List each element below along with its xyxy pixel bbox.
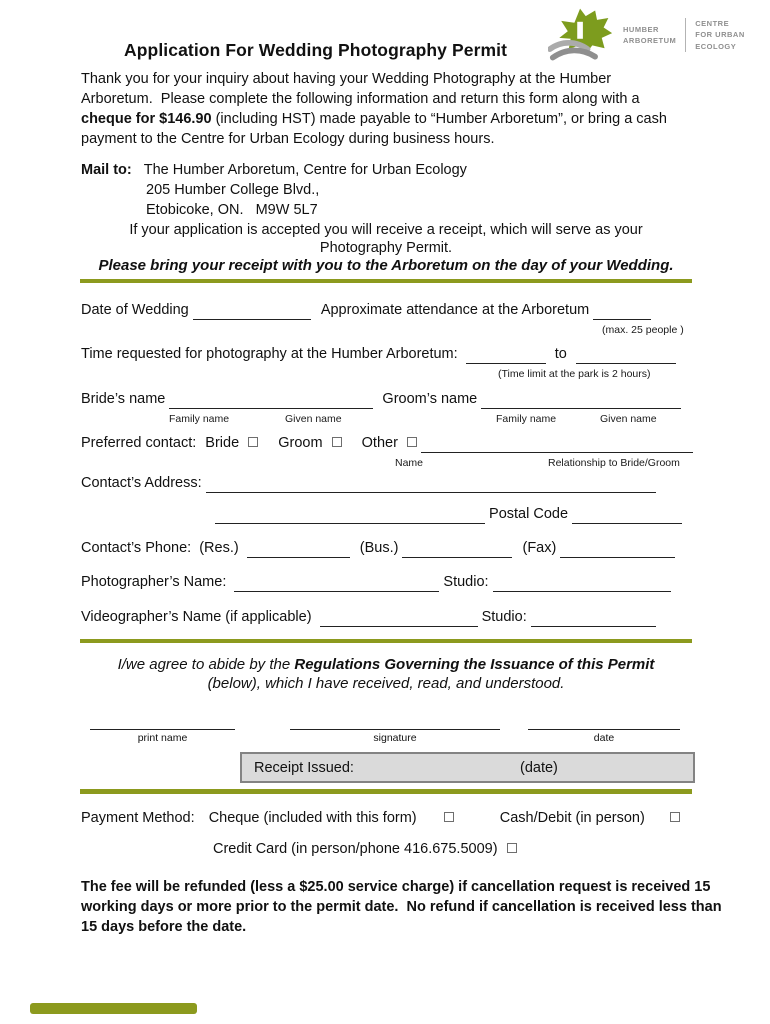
bride-name-field[interactable] <box>169 392 373 409</box>
agreement-regulations-title: Regulations Governing the Issuance of this Permit <box>294 656 655 673</box>
groom-checkbox[interactable] <box>332 437 342 447</box>
refund-policy: The fee will be refunded (less a $25.00 service charge) if cancellation request is received 15 working days or more prior to the permit date. No refund if cancellation is received less than 15 days before the date. <box>81 879 726 935</box>
intro-cheque-amount: cheque for $146.90 <box>81 111 212 127</box>
logo-org-line2: ARBORETUM <box>623 36 677 45</box>
date-label: date <box>593 732 615 744</box>
date-line[interactable] <box>528 714 680 730</box>
bottom-accent-bar <box>30 1003 197 1014</box>
contact-phone-row <box>81 538 699 576</box>
humber-arboretum-logo <box>548 6 745 64</box>
agreement-text-1: I/we agree to abide by the <box>117 656 295 673</box>
cash-debit-option-label: Cash/Debit (in person) <box>499 810 645 826</box>
intro-paragraph <box>81 69 673 149</box>
groom-option-label: Groom <box>278 435 323 451</box>
phone-res-field[interactable] <box>247 541 350 558</box>
other-option-label: Other <box>361 435 398 451</box>
section-divider-3 <box>80 789 692 794</box>
groom-family-name-hint: Family name <box>496 413 557 425</box>
logo-centre-line2: FOR URBAN <box>695 30 745 40</box>
photographer-studio-label: Studio: <box>443 574 489 590</box>
attendance-hint: (max. 25 people ) <box>602 324 684 336</box>
mail-to-block <box>81 160 467 220</box>
logo-org-line1: HUMBER <box>623 24 659 34</box>
bride-family-name-hint: Family name <box>169 413 230 425</box>
videographer-studio-field[interactable] <box>531 610 656 627</box>
attendance-label: Approximate attendance at the Arboretum <box>320 302 590 318</box>
print-name-label: print name <box>137 732 188 744</box>
time-from-field[interactable] <box>466 347 546 364</box>
date-group <box>528 714 680 744</box>
other-contact-field[interactable] <box>421 436 693 453</box>
receipt-date-label: (date) <box>520 760 558 776</box>
bride-given-name-hint: Given name <box>285 413 342 425</box>
credit-card-option-label: Credit Card (in person/phone 416.675.5009) <box>213 841 498 857</box>
receipt-note-line2: Photography Permit. <box>319 240 453 256</box>
photographer-name-field[interactable] <box>234 575 439 592</box>
phone-fax-field[interactable] <box>560 541 675 558</box>
cash-debit-checkbox[interactable] <box>670 812 680 822</box>
receipt-note <box>80 221 692 257</box>
section-divider-2 <box>80 639 692 643</box>
date-attendance-row <box>81 300 699 338</box>
preferred-contact-label: Preferred contact: <box>81 435 197 451</box>
date-of-wedding-field[interactable] <box>193 303 311 320</box>
logo-centre-line1: CENTRE <box>695 19 730 29</box>
payment-method-label: Payment Method: <box>81 810 195 826</box>
contact-phone-label: Contact’s Phone: <box>81 540 192 556</box>
relationship-hint: Relationship to Bride/Groom <box>548 457 680 469</box>
attendance-field[interactable] <box>593 303 651 320</box>
signature-label: signature <box>373 732 417 744</box>
videographer-studio-label: Studio: <box>481 609 527 625</box>
receipt-note-line1: If your application is accepted you will receive a receipt, which will serve as your <box>129 222 643 238</box>
postal-code-row <box>81 504 699 542</box>
intro-text-2: (including HST) made payable to “Humber Arboretum”, or bring a cash payment to the Centre for Urban Ecology during business hours. <box>81 111 671 147</box>
mail-to-line2: 205 Humber College Blvd., <box>146 182 320 198</box>
receipt-issued-label: Receipt Issued: <box>254 760 354 776</box>
time-limit-hint: (Time limit at the park is 2 hours) <box>498 368 651 380</box>
logo-centre-name <box>695 18 745 52</box>
logo-divider <box>685 18 686 52</box>
phone-res-label: (Res.) <box>199 540 239 556</box>
time-requested-label: Time requested for photography at the Humber Arboretum: <box>81 346 458 362</box>
phone-bus-field[interactable] <box>402 541 512 558</box>
credit-card-checkbox[interactable] <box>507 843 517 853</box>
address-field-2[interactable] <box>215 507 485 524</box>
bring-receipt-notice: Please bring your receipt with you to the Arboretum on the day of your Wedding. <box>98 257 674 274</box>
videographer-name-label: Videographer’s Name (if applicable) <box>81 609 312 625</box>
page-title: Application For Wedding Photography Permit <box>124 40 508 60</box>
cheque-option-label: Cheque (included with this form) <box>208 810 417 826</box>
agreement-statement <box>80 655 692 693</box>
time-requested-row <box>81 344 699 382</box>
bride-groom-row <box>81 389 699 427</box>
arboretum-leaf-icon <box>548 6 614 64</box>
photographer-row <box>81 572 699 610</box>
logo-centre-line3: ECOLOGY <box>695 41 737 51</box>
groom-name-label: Groom’s name <box>382 391 478 407</box>
groom-given-name-hint: Given name <box>600 413 657 425</box>
credit-card-row <box>213 839 770 877</box>
mail-to-line3: Etobicoke, ON. M9W 5L7 <box>146 202 318 218</box>
videographer-name-field[interactable] <box>320 610 478 627</box>
intro-text-1: Thank you for your inquiry about having your Wedding Photography at the Humber Arboretum. Please complete the following information and return this form along with a <box>81 71 644 107</box>
photographer-name-label: Photographer’s Name: <box>81 574 227 590</box>
bride-name-label: Bride’s name <box>81 391 166 407</box>
other-checkbox[interactable] <box>407 437 417 447</box>
contact-address-label: Contact’s Address: <box>81 475 202 491</box>
mail-to-label: Mail to: <box>81 162 132 178</box>
phone-fax-label: (Fax) <box>522 540 557 556</box>
cheque-checkbox[interactable] <box>444 812 454 822</box>
signature-group <box>290 714 500 744</box>
receipt-issued-box <box>240 752 695 783</box>
print-name-group <box>90 714 235 744</box>
logo-org-name <box>623 24 676 47</box>
section-divider-1 <box>80 279 692 283</box>
contact-name-hint: Name <box>395 457 424 469</box>
time-to-field[interactable] <box>576 347 676 364</box>
mail-to-line1: The Humber Arboretum, Centre for Urban Ecology <box>143 162 467 178</box>
bride-checkbox[interactable] <box>248 437 258 447</box>
phone-bus-label: (Bus.) <box>359 540 399 556</box>
address-field[interactable] <box>206 476 656 493</box>
postal-code-field[interactable] <box>572 507 682 524</box>
date-of-wedding-label: Date of Wedding <box>81 302 189 318</box>
groom-name-field[interactable] <box>481 392 681 409</box>
signature-line[interactable] <box>290 714 500 730</box>
agreement-text-2: (below), which I have received, read, and understood. <box>207 675 565 692</box>
preferred-contact-row <box>81 433 699 471</box>
postal-code-label: Postal Code <box>489 506 569 522</box>
photographer-studio-field[interactable] <box>493 575 671 592</box>
bride-option-label: Bride <box>205 435 240 451</box>
time-to-label: to <box>554 346 567 362</box>
print-name-line[interactable] <box>90 714 235 730</box>
